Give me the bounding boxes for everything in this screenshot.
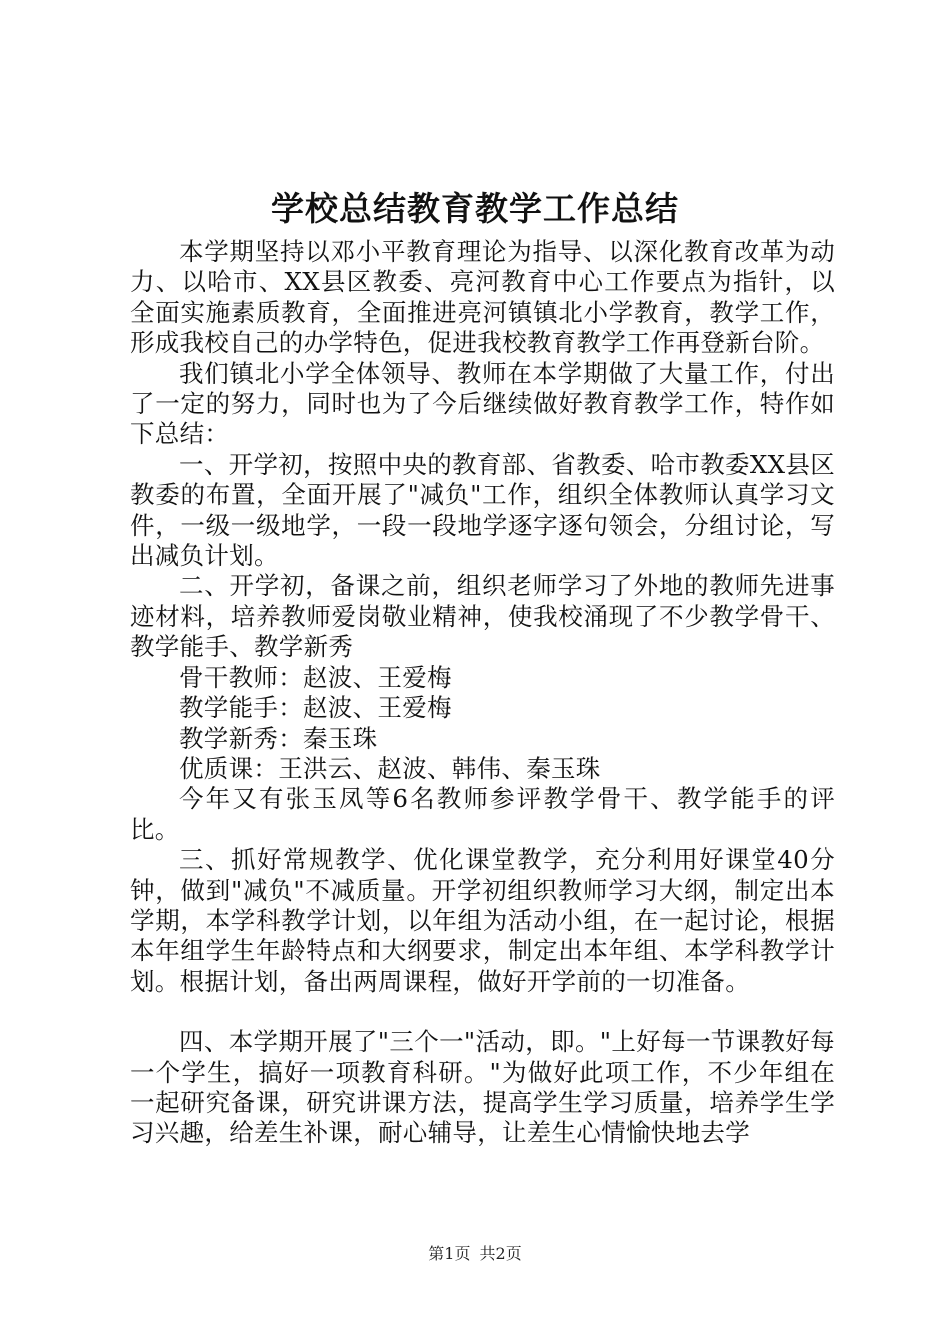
- paragraph-section-1: 一、开学初，按照中央的教育部、省教委、哈市教委XX县区教委的布置，全面开展了"减负"工作，组织全体教师认真学习文件，一级一级地学，一段一段地学逐字逐句领会，分组讨论，写出减负计划。: [130, 449, 835, 571]
- list-item-new-talents: 教学新秀：秦玉珠: [179, 723, 378, 753]
- paragraph-summary-lead: 我们镇北小学全体领导、教师在本学期做了大量工作，付出了一定的努力，同时也为了今后继续做好教育教学工作，特作如下总结：: [130, 358, 835, 449]
- document-title: 学校总结教育教学工作总结: [271, 189, 679, 228]
- paragraph-section-2: 二、开学初，备课之前，组织老师学习了外地的教师先进事迹材料，培养教师爱岗敬业精神，使我校涌现了不少教学骨干、教学能手、教学新秀: [130, 571, 835, 662]
- page-footer: [0, 1243, 950, 1265]
- list-item-teaching-experts: 教学能手：赵波、王爱梅: [179, 693, 452, 723]
- paragraph-intro: 本学期坚持以邓小平教育理论为指导、以深化教育改革为动力、以哈市、XX县区教委、亮河教育中心工作要点为指针，以全面实施素质教育，全面推进亮河镇镇北小学教育，教学工作，形成我校自己的办学特色，促进我校教育教学工作再登新台阶。: [130, 237, 835, 358]
- page-number: 第1页: [428, 1244, 471, 1263]
- paragraph-section-3: 三、抓好常规教学、优化课堂教学，充分利用好课堂40分钟，做到"减负"不减质量。开学初组织教师学习大纲，制定出本学期，本学科教学计划，以年组为活动小组，在一起讨论，根据本年组学生年龄特点和大纲要求，制定出本年组、本学科教学计划。根据计划，备出两周课程，做好开学前的一切准备。: [130, 845, 835, 996]
- list-item-backbone-teachers: 骨干教师：赵波、王爱梅: [179, 662, 452, 692]
- paragraph-evaluation: 今年又有张玉凤等6名教师参评教学骨干、教学能手的评比。: [130, 784, 835, 844]
- paragraph-section-4: 四、本学期开展了"三个一"活动，即。"上好每一节课教好每一个学生，搞好一项教育科研。"为做好此项工作，不少年组在一起研究备课，研究讲课方法，提高学生学习质量，培养学生学习兴趣，给差生补课，耐心辅导，让差生心情愉快地去学: [130, 1027, 835, 1148]
- list-item-quality-lessons: 优质课：王洪云、赵波、韩伟、秦玉珠: [179, 753, 601, 783]
- document-body: [130, 237, 835, 1149]
- page-total: 共2页: [479, 1244, 522, 1263]
